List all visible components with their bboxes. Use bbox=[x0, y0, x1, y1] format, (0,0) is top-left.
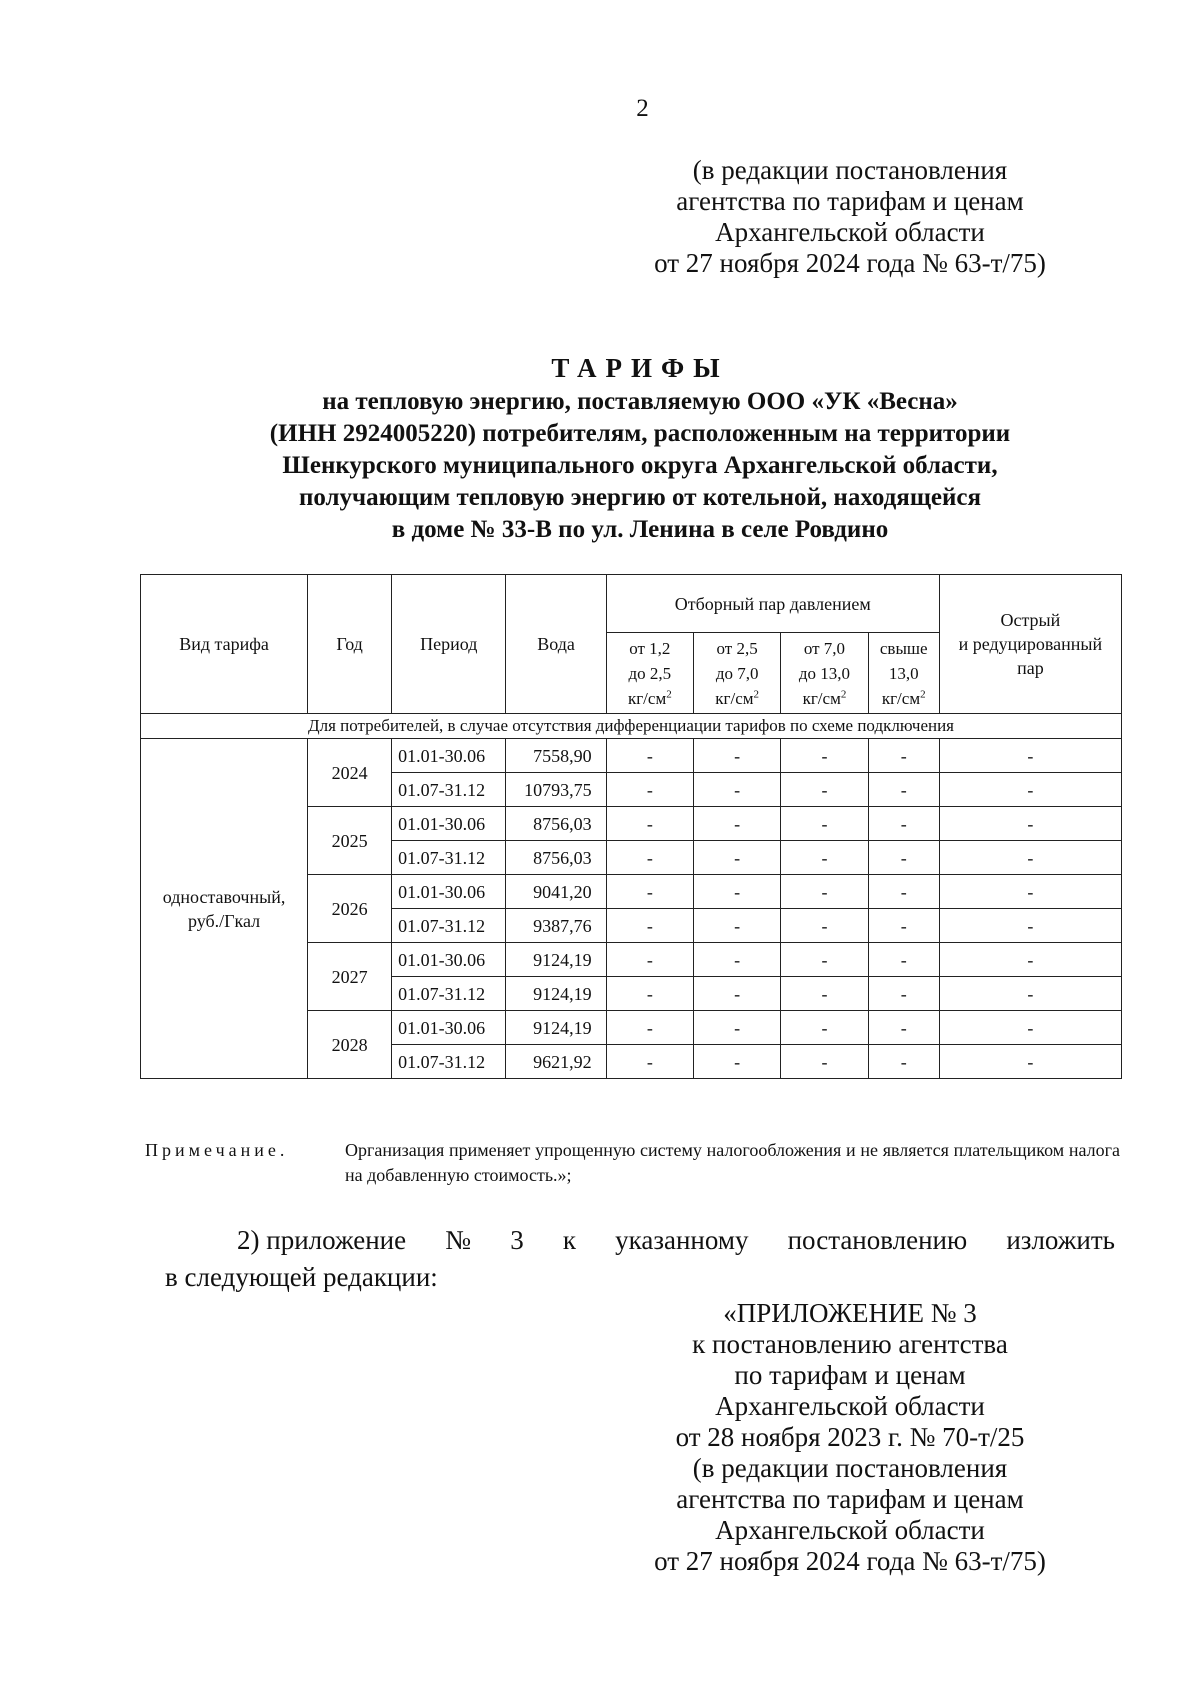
water-cell: 9387,76 bbox=[506, 909, 606, 943]
header-year: Год bbox=[308, 575, 392, 714]
steam-cell: - bbox=[606, 943, 693, 977]
steam-cell: - bbox=[693, 875, 780, 909]
period-cell: 01.01-30.06 bbox=[392, 1011, 506, 1045]
water-cell: 9124,19 bbox=[506, 1011, 606, 1045]
water-cell: 9124,19 bbox=[506, 943, 606, 977]
appendix-line: Архангельской области bbox=[715, 1391, 985, 1421]
steam-cell: - bbox=[693, 807, 780, 841]
period-cell: 01.07-31.12 bbox=[392, 773, 506, 807]
header-sharp-steam bbox=[939, 575, 1121, 714]
sharp-steam-cell: - bbox=[939, 841, 1121, 875]
appendix-line: по тарифам и ценам bbox=[734, 1360, 966, 1390]
item-2-line bbox=[165, 1222, 1115, 1259]
document-title bbox=[140, 352, 1140, 546]
edition-line: от 27 ноября 2024 года № 63-т/75) bbox=[654, 248, 1046, 278]
title-line: в доме № 33-В по ул. Ленина в селе Ровдино bbox=[391, 516, 889, 543]
title-line: Шенкурского муниципального округа Архангельской области, bbox=[282, 452, 998, 479]
appendix-line: (в редакции постановления bbox=[692, 1453, 1008, 1483]
title-line: получающим тепловую энергию от котельной, находящейся bbox=[298, 484, 982, 511]
appendix-line: от 27 ноября 2024 года № 63-т/75) bbox=[654, 1546, 1046, 1576]
note-text: Организация применяет упрощенную систему налогообложения и не является плательщиком налога на добавленную стоимость.»; bbox=[345, 1140, 1120, 1185]
steam-cell: - bbox=[693, 841, 780, 875]
item-2-word: постановлению bbox=[787, 1225, 968, 1255]
steam-cell: - bbox=[868, 739, 939, 773]
water-cell: 9124,19 bbox=[506, 977, 606, 1011]
steam-cell: - bbox=[868, 1011, 939, 1045]
year-cell: 2024 bbox=[308, 739, 392, 807]
header-steam-group: Отборный пар давлением bbox=[606, 575, 939, 633]
header-tariff-type: Вид тарифа bbox=[141, 575, 308, 714]
steam-col-line: до 13,0 bbox=[798, 663, 851, 683]
water-cell: 8756,03 bbox=[506, 841, 606, 875]
period-cell: 01.07-31.12 bbox=[392, 977, 506, 1011]
page-number: 2 bbox=[636, 95, 649, 122]
water-cell: 8756,03 bbox=[506, 807, 606, 841]
steam-cell: - bbox=[781, 977, 868, 1011]
steam-col-unit: $кг/см^2$ bbox=[715, 687, 760, 708]
sharp-steam-cell: - bbox=[939, 943, 1121, 977]
steam-col-unit: $кг/см^2$ bbox=[881, 687, 926, 708]
tariffs-table bbox=[140, 574, 1122, 1079]
steam-cell: - bbox=[781, 875, 868, 909]
steam-cell: - bbox=[781, 1045, 868, 1079]
steam-cell: - bbox=[693, 977, 780, 1011]
steam-col-line: свыше bbox=[879, 638, 928, 658]
steam-cell: - bbox=[868, 977, 939, 1011]
sharp-steam-cell: - bbox=[939, 807, 1121, 841]
steam-cell: - bbox=[606, 977, 693, 1011]
item-2-word: изложить bbox=[1006, 1225, 1115, 1255]
steam-cell: - bbox=[693, 773, 780, 807]
year-cell: 2027 bbox=[308, 943, 392, 1011]
period-cell: 01.01-30.06 bbox=[392, 875, 506, 909]
item-2-word: 3 bbox=[510, 1225, 524, 1255]
header-water: Вода bbox=[506, 575, 606, 714]
period-cell: 01.07-31.12 bbox=[392, 841, 506, 875]
steam-cell: - bbox=[606, 1045, 693, 1079]
steam-cell: - bbox=[693, 739, 780, 773]
edition-line: агентства по тарифам и ценам bbox=[676, 186, 1024, 216]
edition-line: (в редакции постановления bbox=[692, 155, 1008, 185]
water-cell: 9041,20 bbox=[506, 875, 606, 909]
water-cell: 10793,75 bbox=[506, 773, 606, 807]
title-main: ТАРИФЫ bbox=[551, 353, 729, 383]
header-steam-col bbox=[606, 633, 693, 714]
header-sharp-line: Острый bbox=[1000, 610, 1061, 630]
table-row bbox=[141, 739, 1122, 773]
item-2-line: в следующей редакции: bbox=[165, 1262, 438, 1292]
steam-cell: - bbox=[606, 807, 693, 841]
sharp-steam-cell: - bbox=[939, 739, 1121, 773]
note-label: Примечание. bbox=[145, 1140, 289, 1160]
appendix-line: агентства по тарифам и ценам bbox=[676, 1484, 1024, 1514]
steam-cell: - bbox=[781, 739, 868, 773]
year-cell: 2025 bbox=[308, 807, 392, 875]
item-2-word: указанному bbox=[615, 1225, 749, 1255]
item-2-word: 2) приложение bbox=[237, 1225, 407, 1255]
sharp-steam-cell: - bbox=[939, 1045, 1121, 1079]
title-line: на тепловую энергию, поставляемую ООО «УК «Весна» bbox=[322, 388, 958, 415]
steam-col-line: до 7,0 bbox=[715, 663, 759, 683]
steam-col-unit: $кг/см^2$ bbox=[627, 687, 672, 708]
period-cell: 01.07-31.12 bbox=[392, 1045, 506, 1079]
appendix-header bbox=[620, 1298, 1080, 1577]
steam-col-line: 13,0 bbox=[888, 663, 919, 683]
sharp-steam-cell: - bbox=[939, 773, 1121, 807]
year-cell: 2026 bbox=[308, 875, 392, 943]
steam-cell: - bbox=[781, 841, 868, 875]
year-cell: 2028 bbox=[308, 1011, 392, 1079]
steam-col-line: до 2,5 bbox=[628, 663, 672, 683]
header-steam-col bbox=[868, 633, 939, 714]
header-sharp-line: и редуцированный bbox=[958, 634, 1103, 654]
steam-cell: - bbox=[693, 909, 780, 943]
consumer-group-row: Для потребителей, в случае отсутствия дифференциации тарифов по схеме подключения bbox=[141, 714, 1122, 739]
appendix-line: от 28 ноября 2023 г. № 70-т/25 bbox=[675, 1422, 1025, 1452]
steam-cell: - bbox=[868, 943, 939, 977]
steam-cell: - bbox=[693, 1045, 780, 1079]
appendix-line: Архангельской области bbox=[715, 1515, 985, 1545]
period-cell: 01.01-30.06 bbox=[392, 739, 506, 773]
steam-cell: - bbox=[606, 875, 693, 909]
steam-cell: - bbox=[781, 773, 868, 807]
tariff-type-line: одноставочный, bbox=[162, 886, 286, 907]
steam-cell: - bbox=[781, 1011, 868, 1045]
item-2-word: № bbox=[445, 1225, 472, 1255]
steam-col-line: от 1,2 bbox=[629, 638, 671, 658]
steam-col-line: от 7,0 bbox=[803, 638, 846, 658]
steam-cell: - bbox=[781, 943, 868, 977]
period-cell: 01.01-30.06 bbox=[392, 943, 506, 977]
steam-cell: - bbox=[868, 773, 939, 807]
water-cell: 9621,92 bbox=[506, 1045, 606, 1079]
steam-cell: - bbox=[606, 739, 693, 773]
steam-cell: - bbox=[781, 807, 868, 841]
steam-cell: - bbox=[606, 841, 693, 875]
edition-line: Архангельской области bbox=[715, 217, 985, 247]
header-steam-col bbox=[781, 633, 868, 714]
appendix-line: к постановлению агентства bbox=[692, 1329, 1008, 1359]
edition-note-top bbox=[620, 155, 1080, 279]
sharp-steam-cell: - bbox=[939, 1011, 1121, 1045]
title-line: (ИНН 2924005220) потребителям, расположенным на территории bbox=[269, 420, 1011, 447]
steam-cell: - bbox=[606, 909, 693, 943]
steam-col-line: от 2,5 bbox=[716, 638, 758, 658]
appendix-line: «ПРИЛОЖЕНИЕ № 3 bbox=[723, 1298, 977, 1328]
header-sharp-line: пар bbox=[1017, 658, 1044, 678]
tariff-type-line: руб./Гкал bbox=[187, 910, 261, 931]
steam-cell: - bbox=[868, 841, 939, 875]
steam-cell: - bbox=[781, 909, 868, 943]
item-2-paragraph bbox=[165, 1222, 1115, 1296]
sharp-steam-cell: - bbox=[939, 977, 1121, 1011]
steam-cell: - bbox=[693, 943, 780, 977]
steam-cell: - bbox=[693, 1011, 780, 1045]
sharp-steam-cell: - bbox=[939, 909, 1121, 943]
header-steam-col bbox=[693, 633, 780, 714]
steam-cell: - bbox=[868, 909, 939, 943]
steam-cell: - bbox=[606, 773, 693, 807]
item-2-word: к bbox=[562, 1225, 576, 1255]
period-cell: 01.07-31.12 bbox=[392, 909, 506, 943]
steam-cell: - bbox=[868, 807, 939, 841]
period-cell: 01.01-30.06 bbox=[392, 807, 506, 841]
water-cell: 7558,90 bbox=[506, 739, 606, 773]
header-period: Период bbox=[392, 575, 506, 714]
steam-col-unit: $кг/см^2$ bbox=[802, 687, 847, 708]
steam-cell: - bbox=[606, 1011, 693, 1045]
sharp-steam-cell: - bbox=[939, 875, 1121, 909]
steam-cell: - bbox=[868, 875, 939, 909]
tariff-type-cell bbox=[141, 739, 308, 1079]
steam-cell: - bbox=[868, 1045, 939, 1079]
